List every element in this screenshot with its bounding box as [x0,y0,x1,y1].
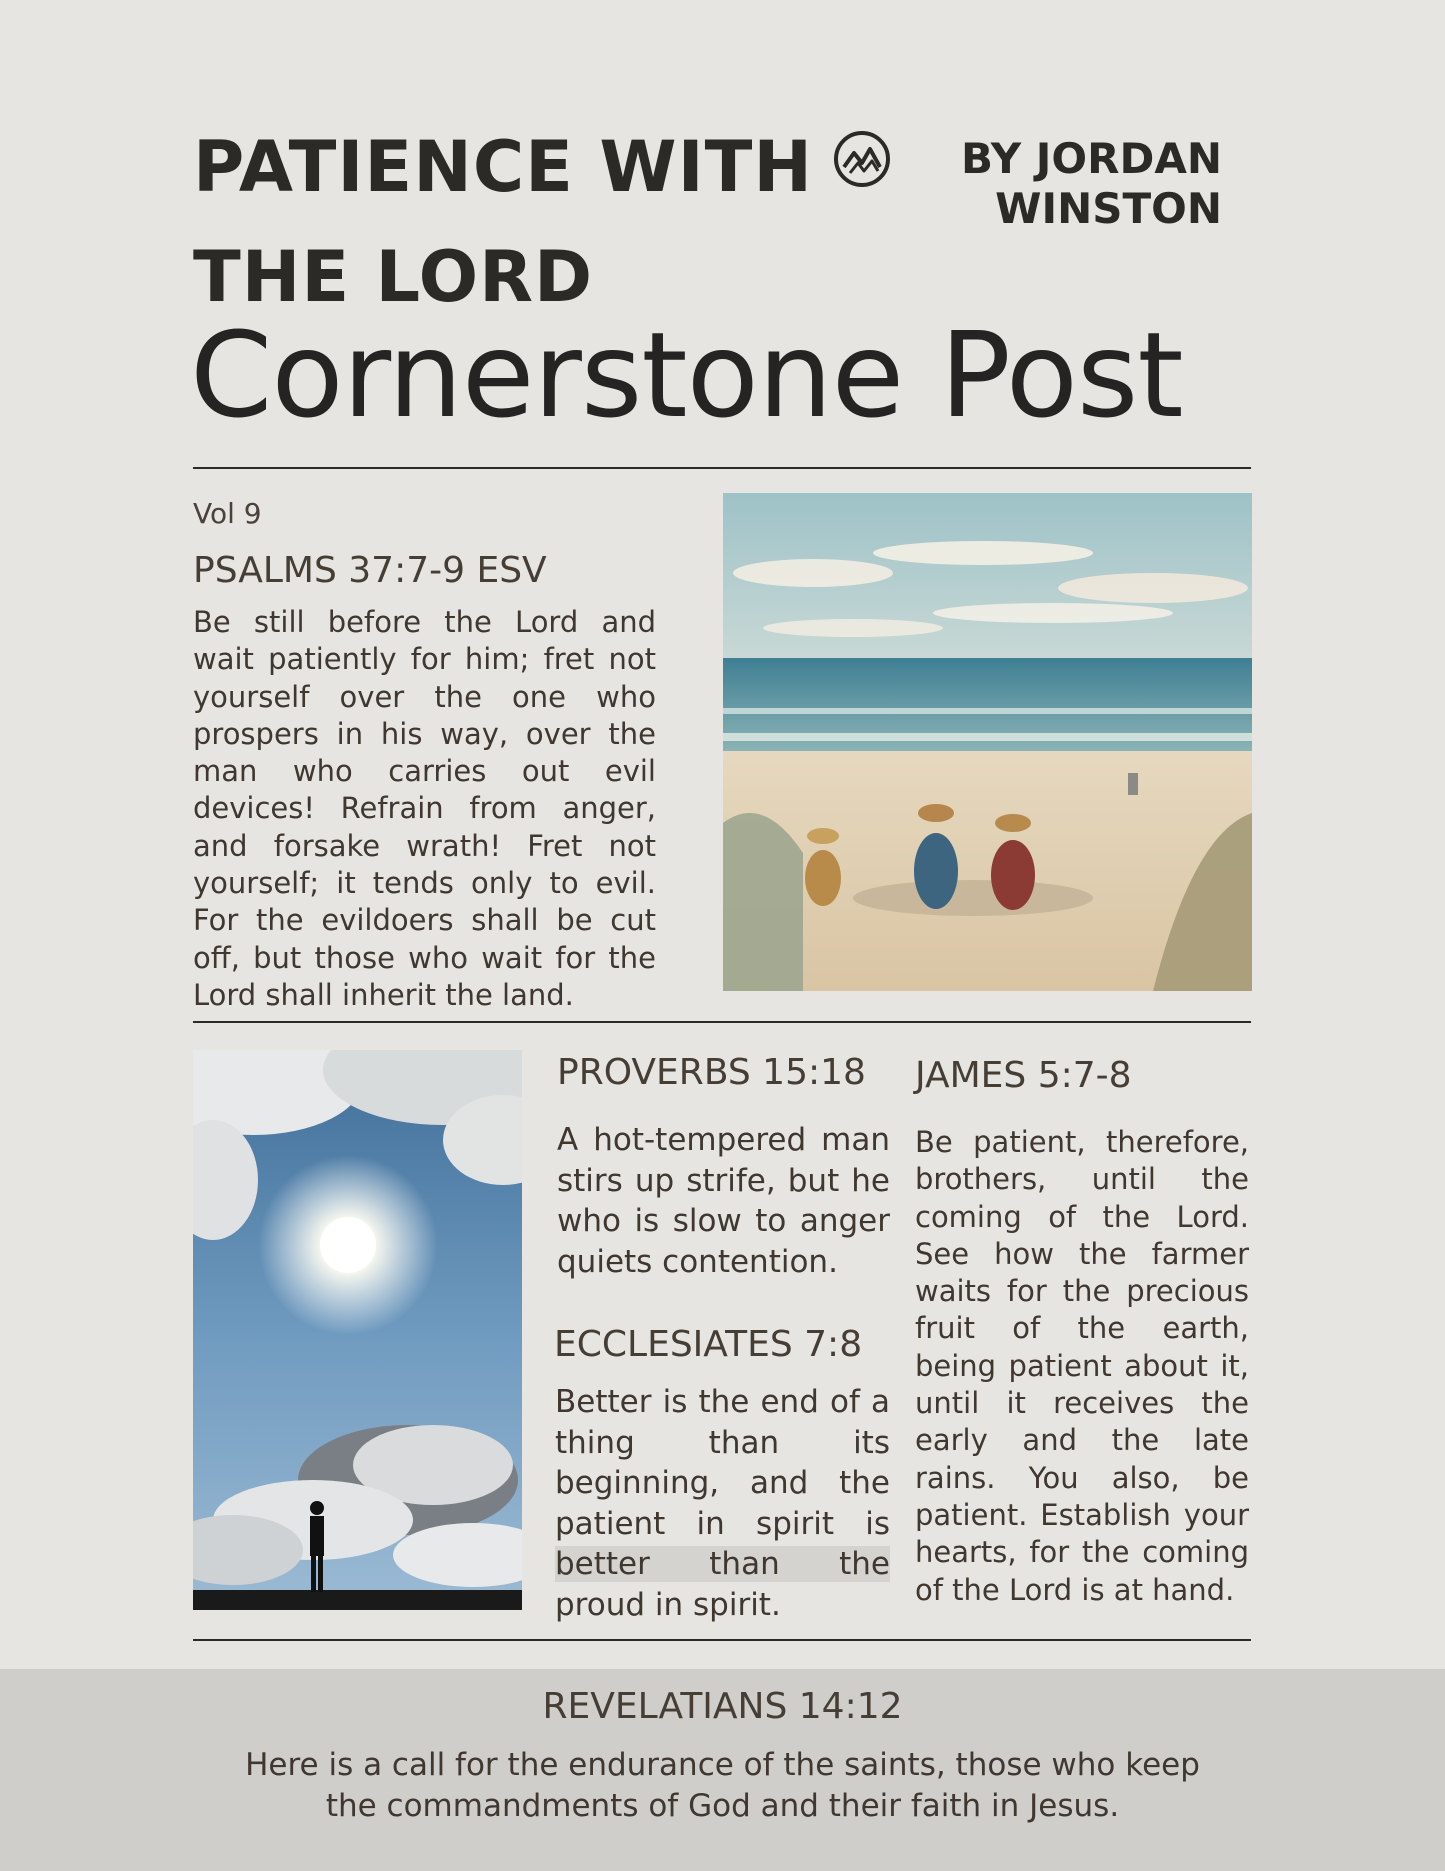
proverbs-text: A hot-tempered man stirs up strife, but he who is slow to anger quiets contention. [557,1122,890,1280]
volume-label: Vol 9 [193,497,262,530]
proverbs-title: PROVERBS 15:18 [557,1052,866,1093]
ecclesiastes-title: ECCLESIATES 7:8 [554,1324,863,1365]
masthead-title: Cornerstone Post [190,306,1183,444]
byline: BY JORDAN WINSTON [961,134,1222,233]
psalms-text: Be still before the Lord and wait patiently for him; fret not yourself over the one who prospers in his way, over the man who carries out evil devices! Refrain from anger, and forsake wrath! Fret not yourself; it tends only to evil. For the evildoers shall be cut off, but those who wait for the Lord shall inherit the land. [193,605,656,1012]
ecclesiastes-text-part2: proud in spirit. [555,1586,781,1623]
headline: PATIENCE WITH THE LORD [193,126,813,318]
ecclesiastes-highlight: better than the [555,1546,890,1582]
james-text: Be patient, therefore, brothers, until the coming of the Lord. See how the farmer waits for the precious fruit of the earth, being patient about it, until it receives the early and the late rains. You also, be patient. Establish your hearts, for the coming of the Lord is at hand. [915,1125,1249,1607]
psalms-title: PSALMS 37:7-9 ESV [193,550,547,591]
revelations-title: REVELATIANS 14:12 [542,1686,903,1727]
mountain-circle-icon [832,129,892,189]
beach-painting-image [723,493,1252,991]
divider-middle [193,1021,1251,1023]
divider-bottom [193,1639,1251,1641]
divider-top [193,467,1251,469]
ecclesiastes-text [555,1382,890,1625]
revelations-text: Here is a call for the endurance of the saints, those who keep the commandments of God and their faith in Jesus. [245,1747,1200,1824]
james-title: JAMES 5:7-8 [915,1055,1132,1096]
sky-silhouette-image [193,1050,522,1610]
ecclesiastes-text-part1: Better is the end of a thing than its beginning, and the patient in spirit is [555,1384,890,1542]
